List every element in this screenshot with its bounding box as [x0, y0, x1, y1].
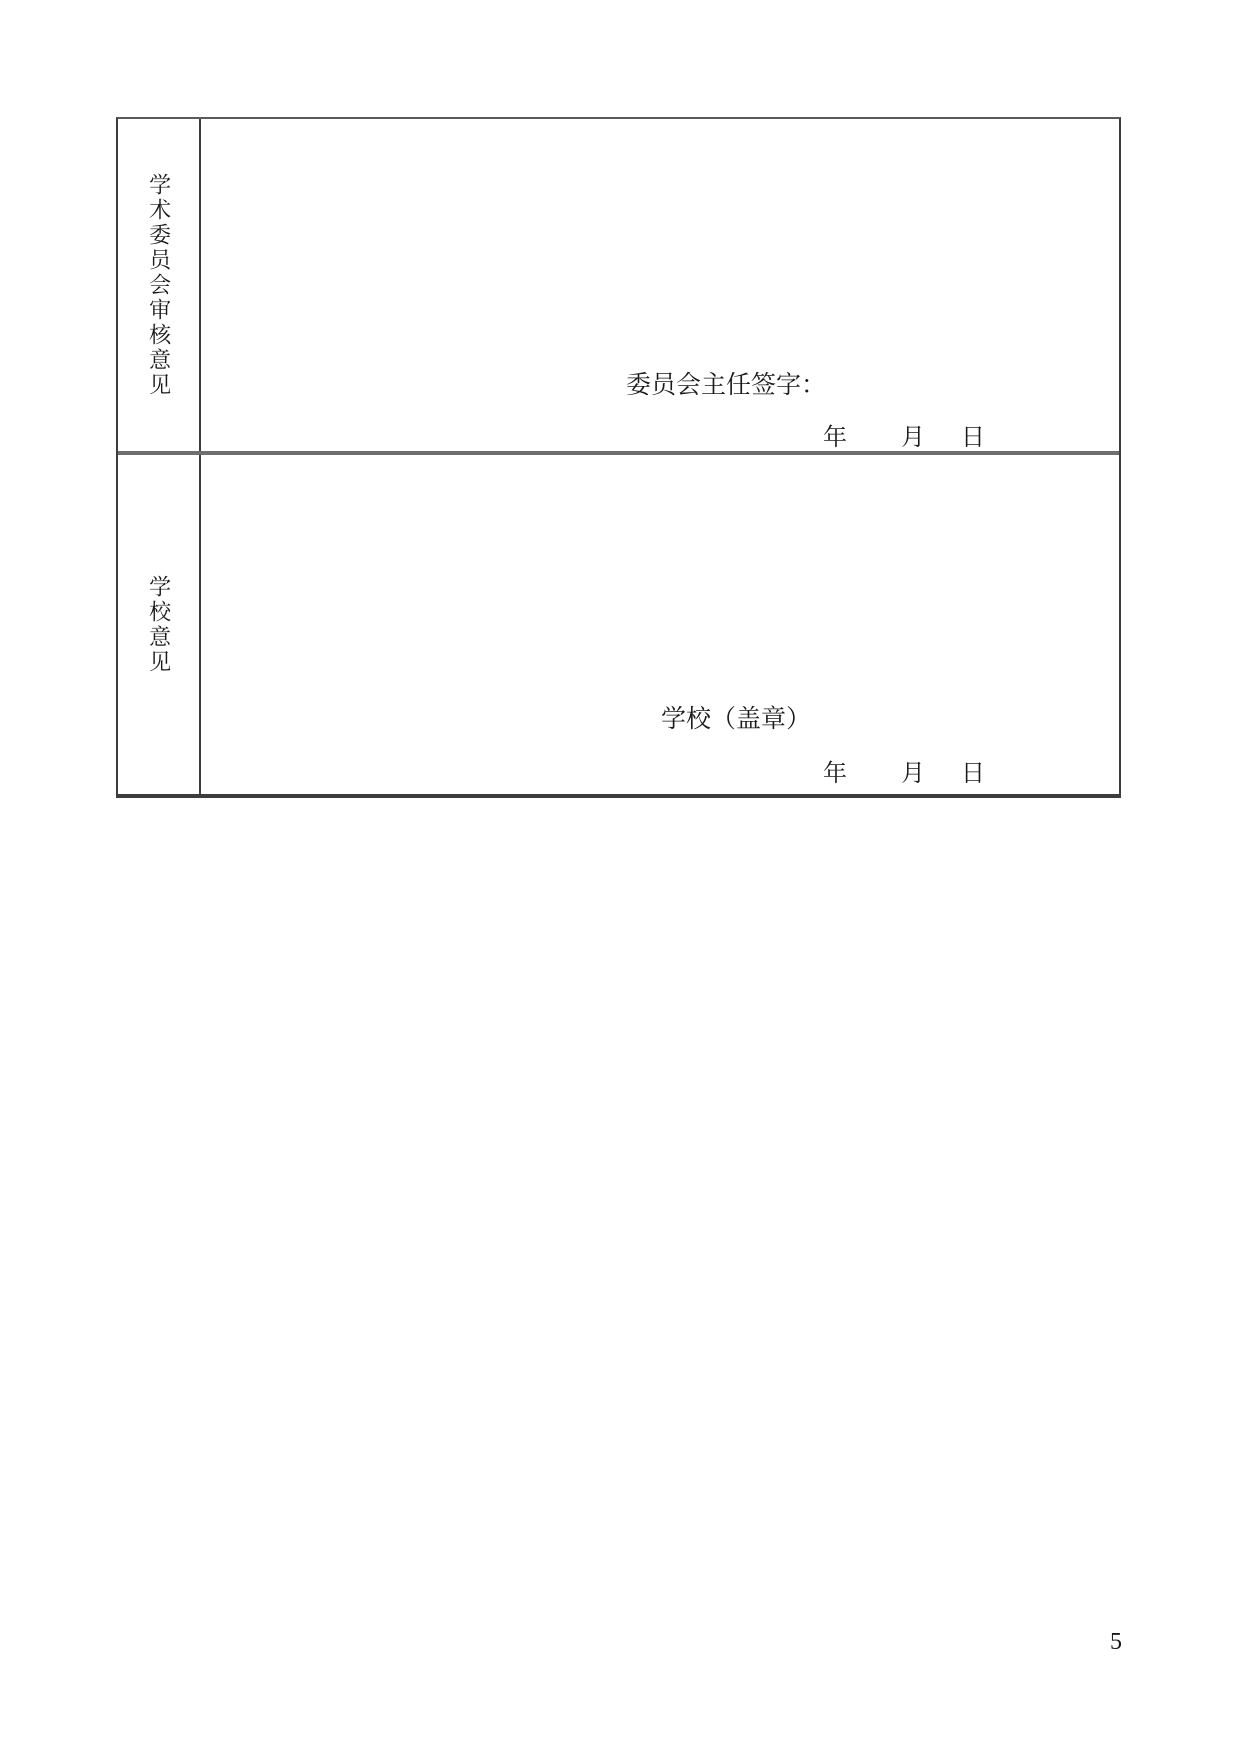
- row-header-label: 学术委员会审核意见: [146, 172, 172, 398]
- review-table: [116, 117, 1121, 798]
- date-line: [823, 425, 985, 451]
- table-row-school: [118, 455, 1119, 794]
- year-label: 年: [823, 761, 847, 787]
- row-header-label: 学校意见: [146, 574, 172, 675]
- day-label: 日: [961, 425, 985, 451]
- committee-director-signature-label: 委员会主任签字：: [626, 372, 827, 399]
- opinion-cell-academic-committee: [201, 119, 1119, 451]
- opinion-cell-school: [201, 455, 1119, 794]
- month-label: 月: [901, 761, 925, 787]
- date-line: [823, 761, 985, 787]
- day-label: 日: [961, 761, 985, 787]
- school-seal-label: 学校（盖章）: [661, 706, 812, 733]
- row-header-academic-committee: [118, 119, 201, 451]
- row-header-school: [118, 455, 201, 794]
- page-number: 5: [1110, 1629, 1122, 1655]
- table-row-academic-committee: [118, 119, 1119, 455]
- year-label: 年: [823, 425, 847, 451]
- month-label: 月: [901, 425, 925, 451]
